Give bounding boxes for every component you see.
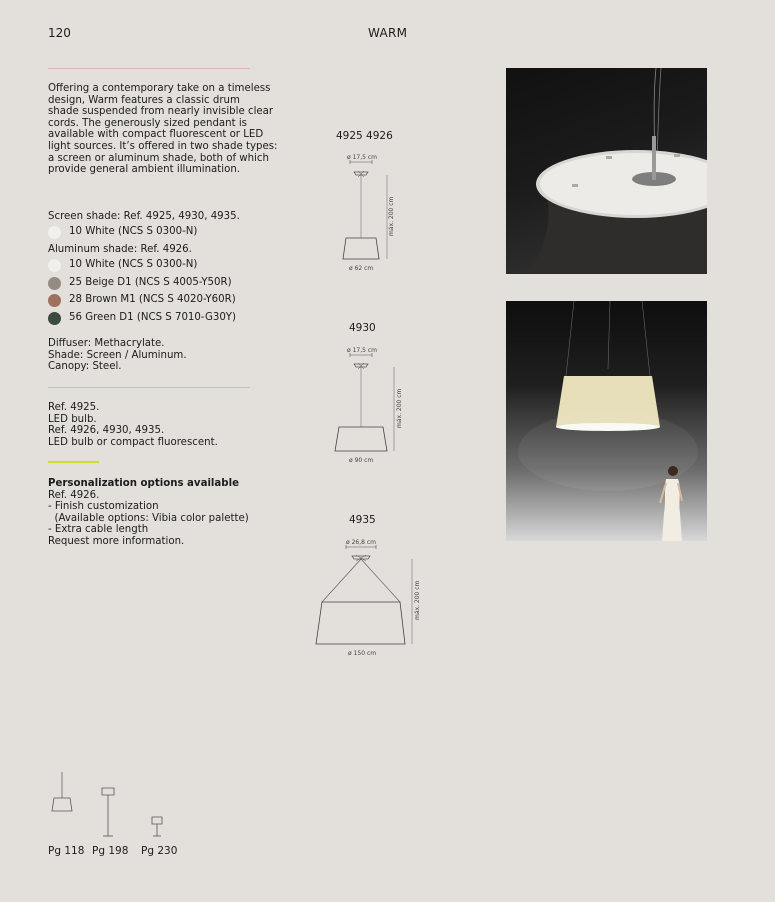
light-source-block [48,402,218,448]
personalization-block [48,478,249,548]
related-page-link[interactable]: Pg 230 [141,845,178,857]
light-source-line: Ref. 4926, 4930, 4935. [48,425,165,437]
height-dimension: máx. 200 cm [396,388,403,428]
table-lamp-icon [150,815,166,839]
top-divider [48,68,250,69]
materials-line: Canopy: Steel. [48,361,122,373]
page-title: WARM [368,26,408,40]
pendant-lamp-icon [48,770,78,815]
intro-paragraph [48,83,277,176]
beige-swatch [48,277,61,290]
finish-label: 56 Green D1 (NCS S 7010-G30Y) [69,312,237,324]
diameter-dimension: ø 62 cm [349,265,374,272]
light-source-line: LED bulb. [48,413,97,425]
page-number: 120 [48,26,71,40]
model-ref-4925-4926: 4925 4926 [336,130,393,142]
intro-line: a screen or aluminum shade, both of which [48,152,269,164]
product-photo-closeup [506,68,707,274]
accent-divider [48,461,99,463]
light-source-line: LED bulb or compact fluorescent. [48,436,218,448]
white-swatch [48,226,61,239]
personalization-title: Personalization options available [48,478,239,489]
finish-row [48,225,197,239]
product-photo-scene [506,301,707,541]
canopy-dimension: ø 26,8 cm [346,539,376,546]
model-ref-4935: 4935 [349,514,376,526]
materials-line: Shade: Screen / Aluminum. [48,349,187,361]
personalization-line: - Finish customization [48,501,159,513]
related-page-link[interactable]: Pg 118 [48,845,85,857]
diameter-dimension: ø 150 cm [348,650,377,657]
intro-line: Offering a contemporary take on a timeless [48,83,271,94]
intro-line: light sources. It’s offered in two shade types: [48,140,278,152]
related-page-link[interactable]: Pg 198 [92,845,129,857]
finish-label: 10 White (NCS S 0300-N) [69,226,198,238]
screen-shade-heading: Screen shade: Ref. 4925, 4930, 4935. [48,211,240,222]
green-swatch [48,312,61,325]
light-source-line: Ref. 4925. [48,402,100,413]
finish-label: 25 Beige D1 (NCS S 4005-Y50R) [69,277,232,289]
floor-lamp-icon [100,786,120,838]
intro-line: available with compact fluorescent or LED [48,129,264,141]
finish-label: 10 White (NCS S 0300-N) [69,259,198,271]
personalization-line: Ref. 4926. [48,489,100,501]
intro-line: shade suspended from nearly invisible clear [48,106,274,118]
model-ref-4930: 4930 [349,322,376,334]
materials-line: Diffuser: Methacrylate. [48,338,165,349]
finish-row [48,276,232,290]
middle-divider [48,387,250,388]
personalization-line: (Available options: Vibia color palette) [48,512,249,524]
materials-block [48,338,187,373]
personalization-line: Request more information. [48,535,185,547]
finish-label: 28 Brown M1 (NCS S 4020-Y60R) [69,294,236,306]
canopy-dimension: ø 17,5 cm [347,154,377,161]
finish-row [48,293,236,307]
height-dimension: máx. 200 cm [388,196,395,236]
brown-swatch [48,294,61,307]
intro-line: provide general ambient illumination. [48,164,241,176]
personalization-line: - Extra cable length [48,524,149,536]
pendant-diagram-4935 [310,545,420,650]
white-swatch [48,259,61,272]
height-dimension: máx. 200 cm [414,580,421,620]
diameter-dimension: ø 90 cm [349,457,374,464]
intro-line: cords. The generously sized pendant is [48,117,247,129]
finish-row [48,258,197,272]
intro-line: design, Warm features a classic drum [48,94,240,106]
finish-row [48,311,236,325]
aluminum-shade-heading: Aluminum shade: Ref. 4926. [48,244,192,255]
canopy-dimension: ø 17,5 cm [347,347,377,354]
